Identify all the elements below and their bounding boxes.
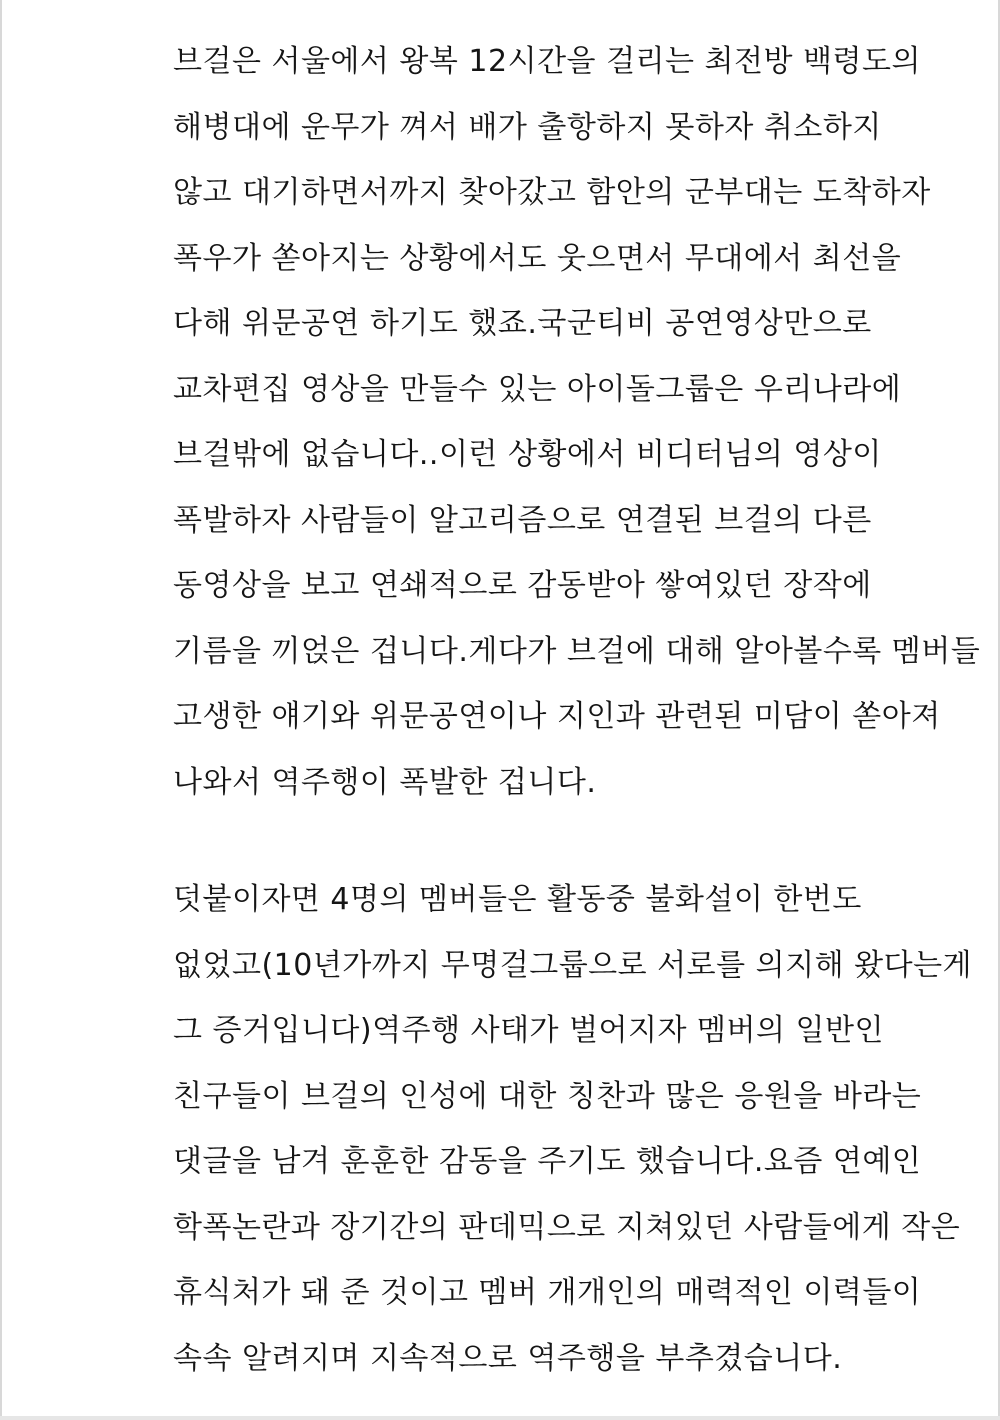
text-line: 고생한 얘기와 위문공연이나 지인과 관련된 미담이 쏟아져 <box>173 699 941 734</box>
text-line: 않고 대기하면서까지 찾아갔고 함안의 군부대는 도착하자 <box>173 175 931 210</box>
text-line: 브걸은 서울에서 왕복 12시간을 걸리는 최전방 백령도의 <box>173 44 921 79</box>
text-line: 폭발하자 사람들이 알고리즘으로 연결된 브걸의 다른 <box>173 502 872 538</box>
text-line: 동영상을 보고 연쇄적으로 감동받아 쌓여있던 장작에 <box>173 568 872 603</box>
text-line: 해병대에 운무가 껴서 배가 출항하지 못하자 취소하지 <box>173 109 882 145</box>
page-border-left <box>0 0 2 1420</box>
text-line: 친구들이 브걸의 인성에 대한 칭찬과 많은 응원을 바라는 <box>173 1078 922 1114</box>
text-line: 다해 위문공연 하기도 했죠.국군티비 공연영상만으로 <box>173 306 872 341</box>
text-line: 속속 알려지며 지속적으로 역주행을 부추겼습니다. <box>173 1340 843 1376</box>
page-border-bottom <box>0 1416 1000 1420</box>
text-line: 휴식처가 돼 준 것이고 멤버 개개인의 매력적인 이력들이 <box>173 1275 922 1310</box>
paragraph-1 <box>173 40 981 826</box>
text-line: 학폭논란과 장기간의 판데믹으로 지쳐있던 사람들에게 작은 <box>173 1209 961 1245</box>
text-line: 교차편집 영상을 만들수 있는 아이돌그룹은 우리나라에 <box>173 371 902 407</box>
text-line: 댓글을 남겨 훈훈한 감동을 주기도 했습니다.요즘 연예인 <box>173 1144 922 1179</box>
text-line: 폭우가 쏟아지는 상황에서도 웃으면서 무대에서 최선을 <box>173 240 902 276</box>
text-line: 기름을 끼얹은 겁니다.게다가 브걸에 대해 알아볼수록 멤버들 <box>173 633 981 669</box>
paragraph-2 <box>173 878 973 1402</box>
text-line: 없었고(10년가까지 무명걸그룹으로 서로를 의지해 왔다는게 <box>173 947 973 983</box>
text-line: 브걸밖에 없습니다..이런 상황에서 비디터님의 영상이 <box>173 437 882 472</box>
text-line: 나와서 역주행이 폭발한 겁니다. <box>173 764 597 800</box>
text-line: 덧붙이자면 4명의 멤버들은 활동중 불화설이 한번도 <box>173 882 862 917</box>
text-line: 그 증거입니다)역주행 사태가 벌어지자 멤버의 일반인 <box>173 1013 884 1048</box>
